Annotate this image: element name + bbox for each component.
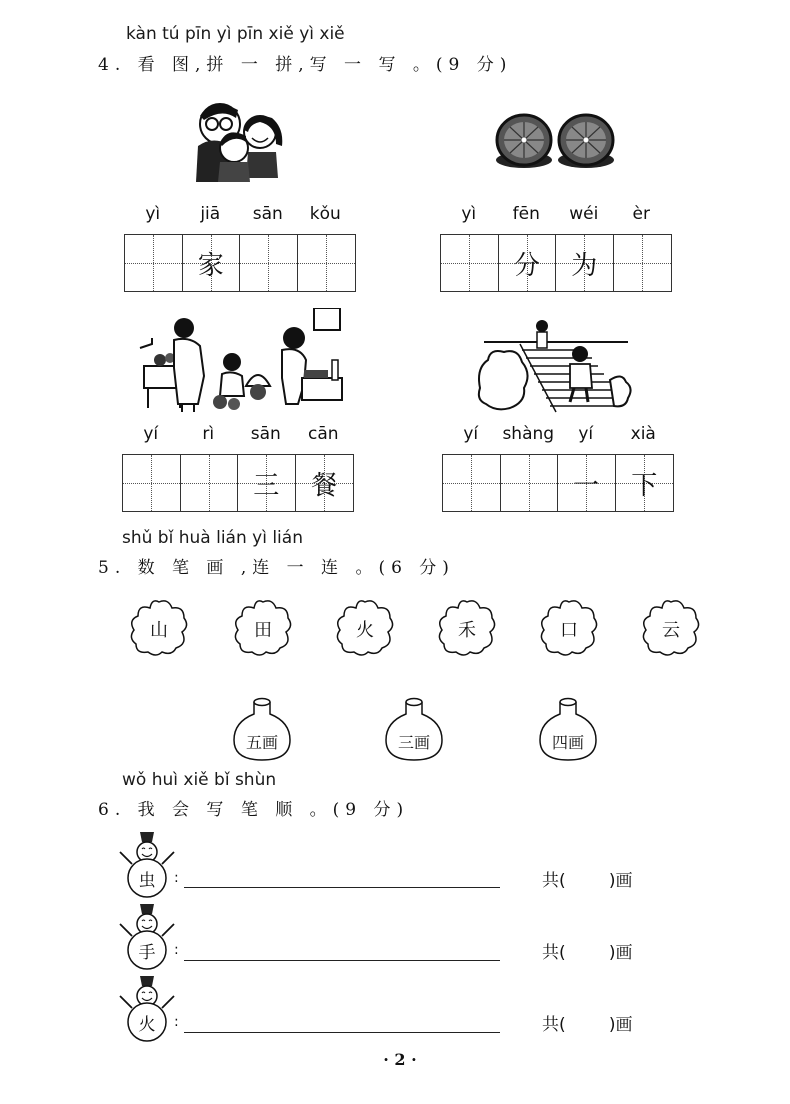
flower-char: 火 (356, 620, 374, 641)
stroke-count-blank[interactable]: 共( )画 (542, 1015, 633, 1035)
bottle-label: 三画 (397, 733, 430, 752)
colon: : (174, 1014, 179, 1030)
pinyin: rì (202, 424, 215, 444)
colon: : (174, 942, 179, 958)
writing-cell[interactable] (501, 455, 559, 511)
bottle-label: 四画 (551, 733, 584, 752)
writing-cell[interactable] (240, 235, 298, 291)
family-illustration (192, 96, 288, 182)
pinyin: wéi (569, 204, 599, 224)
family-cooking-illustration (134, 308, 344, 412)
writing-cell[interactable] (441, 235, 499, 291)
writing-cell[interactable] (298, 235, 356, 291)
writing-cell[interactable] (125, 235, 183, 291)
pinyin: cān (307, 424, 339, 444)
q5-title: 5. 数 笔 画 ,连 一 连 。(6 分) (98, 558, 455, 578)
bottle-label: 五画 (245, 733, 278, 752)
orange-halves-illustration (492, 108, 618, 172)
flower-char: 禾 (458, 620, 476, 641)
colon: : (174, 870, 179, 886)
item1-pinyin-row (124, 204, 354, 224)
bottle-stroke-count[interactable] (382, 696, 446, 762)
stairs-illustration (476, 318, 636, 414)
pinyin: yì (461, 204, 477, 224)
pinyin: sān (252, 204, 283, 224)
item2-pinyin-row (440, 204, 670, 224)
stroke-order-answer-line[interactable] (184, 1032, 500, 1033)
writing-cell[interactable] (123, 455, 181, 511)
writing-cell[interactable]: 为 (556, 235, 614, 291)
writing-cell[interactable] (181, 455, 239, 511)
writing-cell[interactable]: 家 (183, 235, 241, 291)
snowman-char: 火 (138, 1015, 156, 1035)
pinyin: yì (145, 204, 161, 224)
stroke-count-blank[interactable]: 共( )画 (542, 943, 633, 963)
q6-pinyin: wǒ huì xiě bǐ shùn (122, 770, 277, 790)
pinyin: yí (143, 424, 159, 444)
flower-char: 云 (662, 620, 680, 641)
pinyin: xià (630, 424, 656, 444)
writing-cell[interactable]: 分 (499, 235, 557, 291)
writing-cell[interactable] (443, 455, 501, 511)
q5-pinyin: shǔ bǐ huà lián yì lián (122, 528, 303, 548)
flower-char: 山 (150, 620, 168, 641)
bottle-stroke-count[interactable] (230, 696, 294, 762)
stroke-order-answer-line[interactable] (184, 887, 500, 888)
pinyin: yí (578, 424, 594, 444)
snowman-char: 手 (138, 943, 156, 963)
page-number: · 2 · (383, 1050, 417, 1069)
item3-writing-grid (122, 454, 354, 512)
writing-cell[interactable] (614, 235, 672, 291)
pinyin: shàng (502, 424, 555, 444)
pinyin: jiā (200, 204, 221, 224)
bottle-stroke-count[interactable] (536, 696, 600, 762)
flower-character[interactable] (640, 598, 702, 656)
flower-char: 田 (254, 620, 272, 641)
flower-char: 口 (560, 620, 578, 641)
snowman-char: 虫 (138, 871, 156, 891)
flower-character[interactable] (538, 598, 600, 656)
snowman-character (118, 832, 176, 898)
pinyin: yí (463, 424, 479, 444)
item1-writing-grid (124, 234, 356, 292)
q4-title: 4. 看 图,拼 一 拼,写 一 写 。(9 分) (98, 55, 513, 75)
writing-cell[interactable]: 三 (238, 455, 296, 511)
writing-cell[interactable]: 餐 (296, 455, 354, 511)
stroke-count-blank[interactable]: 共( )画 (542, 871, 633, 891)
item4-writing-grid (442, 454, 674, 512)
stroke-order-answer-line[interactable] (184, 960, 500, 961)
item2-writing-grid (440, 234, 672, 292)
flower-character[interactable] (128, 598, 190, 656)
flower-character[interactable] (232, 598, 294, 656)
item4-pinyin-row (442, 424, 672, 444)
pinyin: sān (250, 424, 281, 444)
pinyin: èr (632, 204, 650, 224)
q6-title: 6. 我 会 写 笔 顺 。(9 分) (98, 800, 410, 820)
q4-pinyin: kàn tú pīn yì pīn xiě yì xiě (126, 24, 345, 44)
pinyin: fēn (512, 204, 540, 224)
snowman-character (118, 904, 176, 970)
pinyin: kǒu (309, 204, 341, 224)
flower-character[interactable] (334, 598, 396, 656)
flower-character[interactable] (436, 598, 498, 656)
snowman-character (118, 976, 176, 1042)
item3-pinyin-row (122, 424, 352, 444)
writing-cell[interactable]: 下 (616, 455, 674, 511)
writing-cell[interactable]: 一 (558, 455, 616, 511)
